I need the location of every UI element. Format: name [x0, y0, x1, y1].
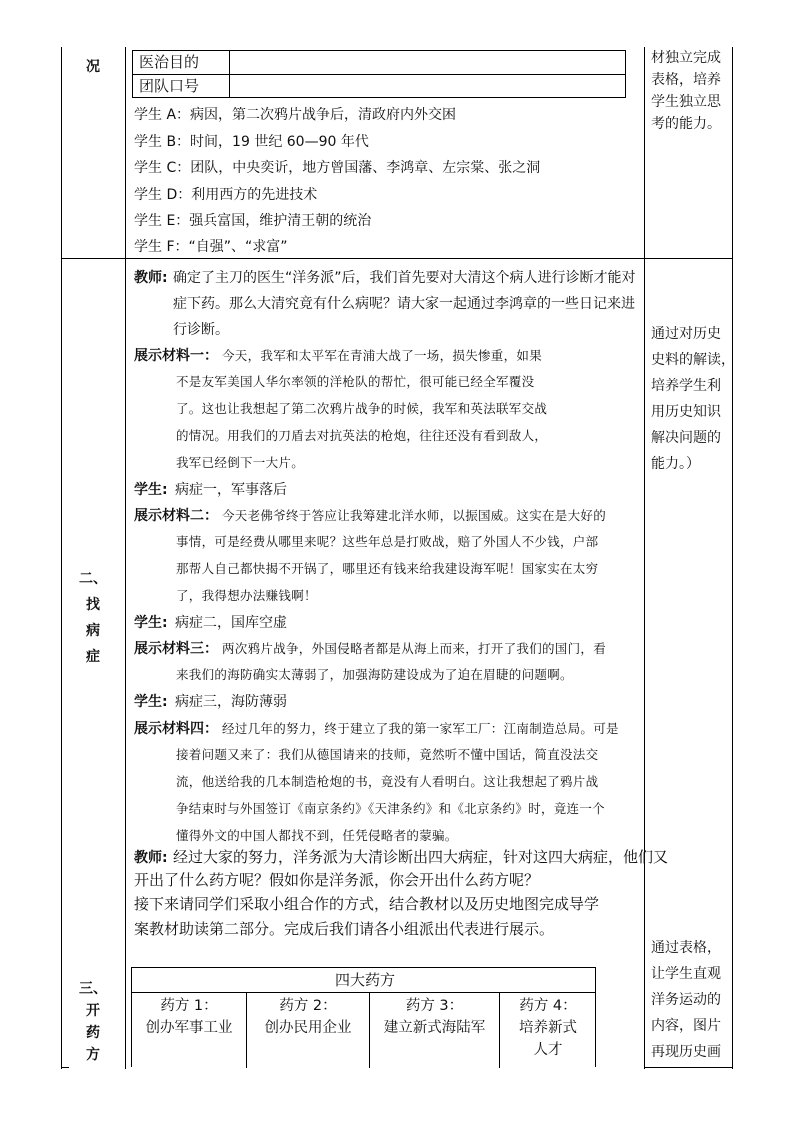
- design-note-line: 解决问题的: [651, 430, 721, 446]
- material-text-line: 流，他送给我的几本制造枪炮的书，竟没有人看明白。这让我想起了鸦片战: [176, 774, 599, 789]
- material-text-line: 的情况。用我们的刀盾去对抗英法的枪炮，往往还没有看到敌人，: [176, 428, 548, 443]
- slogan-field[interactable]: [231, 76, 623, 97]
- teacher-label: 教师:: [134, 270, 168, 286]
- table-divider-right: [644, 47, 645, 1069]
- table-border-right: [732, 47, 733, 1069]
- student-line: 学生 B：时间，19 世纪 60—90 年代: [134, 134, 369, 150]
- material-text-line: 我军已经倒下一大片。: [176, 455, 305, 470]
- material-text-line: 懂得外文的中国人都找不到，任凭侵略者的蒙骗。: [176, 828, 458, 843]
- section-label-situation: 况: [86, 59, 100, 75]
- material-label: 展示材料三：: [134, 641, 218, 657]
- section-label-diagnose: 二、 找 病 症: [79, 571, 107, 665]
- teacher-text-line: 行诊断。: [173, 322, 229, 338]
- design-note-line: 材独立完成: [651, 50, 721, 66]
- material-text-line: 来我们的海防确实太薄弱了，加强海防建设成为了迫在眉睫的问题啊。: [176, 667, 573, 682]
- prescription-cell: 药方 4： 培养新式 人才: [519, 998, 577, 1058]
- group-work-line: 案教材助读第二部分。完成后我们请各小组派出代表进行展示。: [134, 920, 555, 938]
- design-note-line: 学生独立思: [651, 94, 721, 110]
- design-note-line: 史料的解读，: [651, 352, 735, 368]
- table-border-left: [61, 47, 62, 1069]
- design-note-line: 考的能力。: [651, 116, 721, 132]
- design-note-line: 洋务运动的: [651, 992, 721, 1008]
- design-note-line: 表格，培养: [651, 72, 721, 88]
- student-line: 学生 D：利用西方的先进技术: [134, 187, 318, 203]
- form-row-divider: [133, 74, 625, 75]
- table-bottom-edge: [644, 1067, 733, 1068]
- group-work-line: 接下来请同学们采取小组合作的方式，结合教材以及历史地图完成导学: [134, 895, 600, 913]
- design-note-line: 让学生直观: [651, 966, 721, 982]
- slogan-label: 团队口号: [139, 77, 200, 95]
- form-col-divider: [229, 51, 230, 97]
- teacher-text-line: 确定了主刀的医生“洋务派”后，我们首先要对大清这个病人进行诊断才能对: [173, 270, 636, 286]
- student-answer: 病症一，军事落后: [175, 482, 287, 498]
- student-line: 学生 E：强兵富国，维护清王朝的统治: [134, 213, 372, 229]
- material-text-line: 不是友军美国人华尔率领的洋枪队的帮忙，很可能已经全军覆没: [176, 374, 535, 389]
- design-note-line: 内容，图片: [651, 1018, 721, 1034]
- purpose-field[interactable]: [231, 52, 623, 73]
- teacher-text-line: 开出了什么药方呢？假如你是洋务派，你会开出什么药方呢？: [134, 871, 540, 889]
- design-note-line: 用历史知识: [651, 404, 721, 420]
- design-note-line: 培养学生利: [651, 378, 721, 394]
- goal-form: [132, 50, 626, 98]
- material-text-line: 两次鸦片战争，外国侵略者都是从海上而来，打开了我们的国门，看: [222, 641, 607, 656]
- prescription-cell: 药方 1： 创办军事工业: [145, 998, 233, 1036]
- material-label: 展示材料一：: [134, 348, 218, 364]
- design-note-line: 能力。）: [651, 456, 700, 472]
- material-label: 展示材料四：: [134, 721, 218, 737]
- material-text-line: 经过几年的努力，终于建立了我的第一家军工厂：江南制造总局。可是: [222, 721, 619, 736]
- material-label: 展示材料二：: [134, 508, 218, 524]
- teacher-text-line: 经过大家的努力，洋务派为大清诊断出四大病症，针对这四大病症，他们又: [173, 848, 669, 866]
- prescription-title-divider: [132, 992, 595, 993]
- student-line: 学生 C：团队，中央奕䜣，地方曾国藩、李鸿章、左宗棠、张之洞: [134, 160, 541, 176]
- table-bottom-edge: [61, 1067, 69, 1068]
- material-text-line: 了，我得想办法赚钱啊！: [176, 588, 317, 603]
- prescription-table: [131, 967, 596, 1067]
- student-label: 学生:: [134, 615, 168, 631]
- material-text-line: 今天老佛爷终于答应让我筹建北洋水师，以振国威。这实在是大好的: [222, 508, 607, 523]
- material-text-line: 了。这也让我想起了第二次鸦片战争的时候，我军和英法联军交战: [176, 401, 548, 416]
- student-answer: 病症三，海防薄弱: [175, 694, 287, 710]
- prescription-table-title: 四大药方: [335, 971, 396, 989]
- table-row-separator: [61, 258, 733, 259]
- prescription-cell: 药方 3： 建立新式海陆军: [383, 998, 486, 1036]
- student-answer: 病症二，国库空虚: [175, 615, 287, 631]
- student-line: 学生 A：病因，第二次鸦片战争后，清政府内外交困: [134, 107, 457, 123]
- teacher-text-line: 症下药。那么大清究竟有什么病呢？请大家一起通过李鸿章的一些日记来进: [173, 296, 635, 312]
- design-note-line: 再现历史画: [651, 1044, 721, 1060]
- student-label: 学生:: [134, 694, 168, 710]
- material-text-line: 接着问题又来了：我们从德国请来的技师，竟然听不懂中国话，简直没法交: [176, 747, 599, 762]
- student-label: 学生:: [134, 482, 168, 498]
- table-divider-left: [125, 47, 126, 1069]
- section-label-prescribe: 三、 开 药 方: [79, 981, 107, 1063]
- purpose-label: 医治目的: [139, 53, 200, 71]
- material-text-line: 争结束时与外国签订《南京条约》《天津条约》和《北京条约》时，竟连一个: [176, 801, 605, 816]
- material-text-line: 那帮人自己都快揭不开锅了，哪里还有钱来给我建设海军呢！国家实在太穷: [176, 561, 599, 576]
- prescription-cell: 药方 2： 创办民用企业: [264, 998, 352, 1036]
- material-text-line: 事情，可是经费从哪里来呢？这些年总是打败战，赔了外国人不少钱，户部: [176, 534, 599, 549]
- student-line: 学生 F：“自强”、“求富”: [134, 239, 288, 255]
- teacher-label: 教师:: [134, 850, 168, 866]
- design-note-line: 通过表格，: [651, 940, 721, 956]
- design-note-line: 通过对历史: [651, 326, 721, 342]
- material-text-line: 今天，我军和太平军在青浦大战了一场，损失惨重，如果: [222, 348, 543, 363]
